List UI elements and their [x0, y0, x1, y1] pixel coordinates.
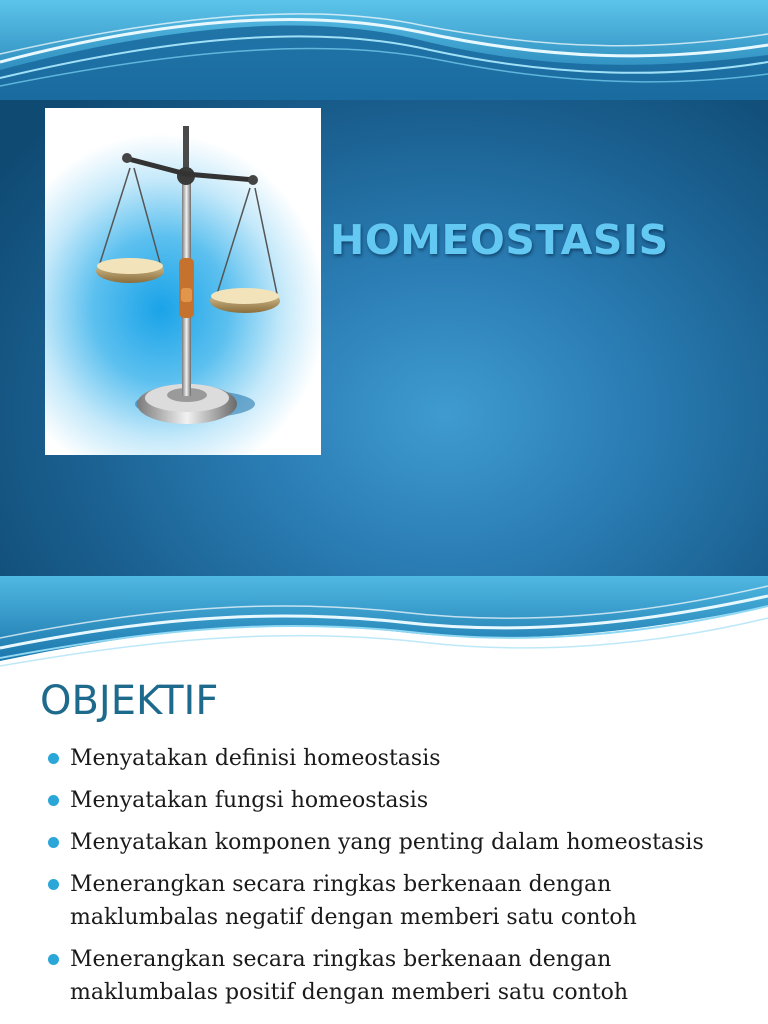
bullet-icon [48, 795, 59, 806]
list-item-text: Menerangkan secara ringkas berkenaan dengan maklumbalas negatif dengan memberi satu contoh [70, 872, 637, 930]
list-item [44, 943, 744, 1009]
slide-title: OBJEKTIF [40, 678, 219, 724]
slide-title: HOMEOSTASIS [330, 216, 669, 264]
wave-decoration [0, 576, 768, 671]
list-item [44, 784, 744, 817]
list-item [44, 826, 744, 859]
balance-scale-image [45, 108, 321, 455]
list-item-text: Menyatakan komponen yang penting dalam homeostasis [70, 830, 704, 855]
list-item-text: Menyatakan fungsi homeostasis [70, 788, 429, 813]
wave-decoration [0, 0, 768, 100]
bullet-icon [48, 879, 59, 890]
balance-scale-icon [45, 108, 321, 455]
objectives-list [44, 742, 744, 1018]
objectives-slide [0, 576, 768, 1024]
bullet-icon [48, 753, 59, 764]
list-item-text: Menerangkan secara ringkas berkenaan dengan maklumbalas positif dengan memberi satu contoh [70, 947, 629, 1005]
bullet-icon [48, 837, 59, 848]
list-item [44, 742, 744, 775]
bullet-icon [48, 954, 59, 965]
list-item [44, 868, 744, 934]
list-item-text: Menyatakan definisi homeostasis [70, 746, 441, 771]
